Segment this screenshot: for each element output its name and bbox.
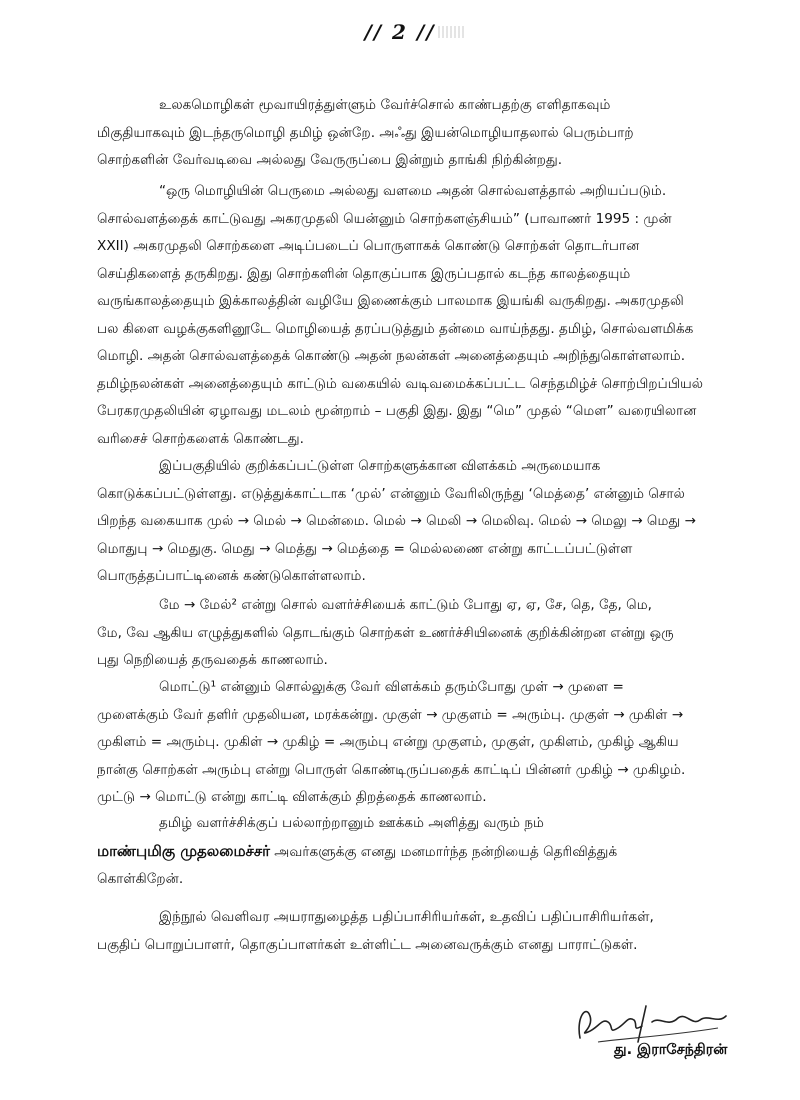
ink-smudge: [438, 26, 464, 38]
chief-minister-title: மாண்புமிகு முதலமைச்சர்: [97, 841, 270, 860]
thanks-paragraph: [97, 810, 737, 894]
thanks-text-start: தமிழ் வளர்ச்சிக்குப் பல்லாற்றானும் ஊக்கம் அளித்து வரும் நம்: [159, 815, 544, 831]
page-number: [0, 20, 800, 44]
emotion-words-paragraph: மே → மேல்² என்று சொல் வளர்ச்சியைக் காட்டும் போது ஏ, ஏ, சே, தெ, தே, மெ, மே, வே ஆகிய எழுத்துகளில் தொடங்கும் சொற்கள் உணர்ச்சியினைக் குறிக்கின்றன என்று ஒரு புது நெறியைத் தருவதைக் காணலாம்.: [97, 597, 674, 668]
example-paragraph: இப்பகுதியில் குறிக்கப்பட்டுள்ள சொற்களுக்கான விளக்கம் அருமையாக கொடுக்கப்பட்டுள்ளது. எடுத்துக்காட்டாக ‘முல்’ என்னும் வேரிலிருந்து ‘மெத்தை’ என்னும் சொல் பிறந்த வகையாக முல் → மெல் → மென்மை. மெல் → மெலி → மெலிவு. மெல் → மெலு → மெது → மொதுபு → மெதுகு. மெது → மெத்து → மெத்தை = மெல்லணை என்று காட்டப்பட்டுள்ள பொருத்தப்பாட்டினைக் கண்டுகொள்ளலாம்.: [97, 458, 696, 584]
mottu-paragraph: மொட்டு¹ என்னும் சொல்லுக்கு வேர் விளக்கம் தரும்போது முள் → முளை = முளைக்கும் வேர் தளிர் முதலியன, மரக்கன்று. முகுள் → முகுளம் = அரும்பு. முகுள் → முகிள் → முகிளம் = அரும்பு. முகிள் → முகிழ் = அரும்பு என்று முகுளம், முகுள், முகிளம், முகிழ் ஆகிய நான்கு சொற்கள் அரும்பு என்று பொருள் கொண்டிருப்பதைக் காட்டிப் பின்னர் முகிழ் → முகிழம். முட்டு → மொட்டு என்று காட்டி விளக்கும் திறத்தைக் காணலாம்.: [97, 679, 686, 805]
signatory-name: து. இராசேந்திரன்: [614, 1042, 728, 1058]
dictionary-paragraph: “ஒரு மொழியின் பெருமை அல்லது வளமை அதன் சொல்வளத்தால் அறியப்படும். சொல்வளத்தைக் காட்டுவது அகரமுதலி யென்னும் சொற்களஞ்சியம்” (பாவாணர் 1995 : முன் XXII) அகரமுதலி சொற்களை அடிப்படைப் பொருளாகக் கொண்டு சொற்கள் தொடர்பான செய்திகளைத் தருகிறது. இது சொற்களின் தொகுப்பாக இருப்பதால் கடந்த காலத்தையும் வருங்காலத்தையும் இக்காலத்தின் வழியே இணைக்கும் பாலமாக இயங்கி வருகிறது. அகரமுதலி பல கிளை வழக்குகளினூடே மொழியைத் தரப்படுத்தும் தன்மை வாய்ந்தது. தமிழ், சொல்வளமிக்க மொழி. அதன் சொல்வளத்தைக் கொண்டு அதன் நலன்கள் அனைத்தையும் அறிந்துகொள்ளலாம். தமிழ்நலன்கள் அனைத்தையும் காட்டும் வகையில் வடிவமைக்கப்பட்ட செந்தமிழ்ச் சொற்பிறப்பியல் பேரகரமுதலியின் ஏழாவது மடலம் மூன்றாம் – பகுதி இது. இது “மெ” முதல் “மௌ” வரையிலான வரிசைச் சொற்களைக் கொண்டது.: [97, 183, 704, 447]
page-number-text: // 2 //: [364, 20, 436, 44]
intro-paragraph: உலகமொழிகள் மூவாயிரத்துள்ளும் வேர்ச்சொல் காண்பதற்கு எளிதாகவும் மிகுதியாகவும் இடந்தருமொழி தமிழ் ஒன்றே. அஃது இயன்மொழியாதலால் பெரும்பாற் சொற்களின் வேர்வடிவை அல்லது வேருருப்பை இன்றும் தாங்கி நிற்கின்றது.: [97, 97, 634, 168]
acknowledgement-paragraph: இந்நூல் வெளிவர அயராதுழைத்த பதிப்பாசிரியர்கள், உதவிப் பதிப்பாசிரியர்கள், பகுதிப் பொறுப்பாளர், தொகுப்பாளர்கள் உள்ளிட்ட அனைவருக்கும் எனது பாராட்டுகள்.: [97, 909, 654, 953]
thanks-text-end: அவர்களுக்கு எனது மனமார்ந்த நன்றியைத் தெரிவித்துக் கொள்கிறேன்.: [97, 843, 618, 887]
